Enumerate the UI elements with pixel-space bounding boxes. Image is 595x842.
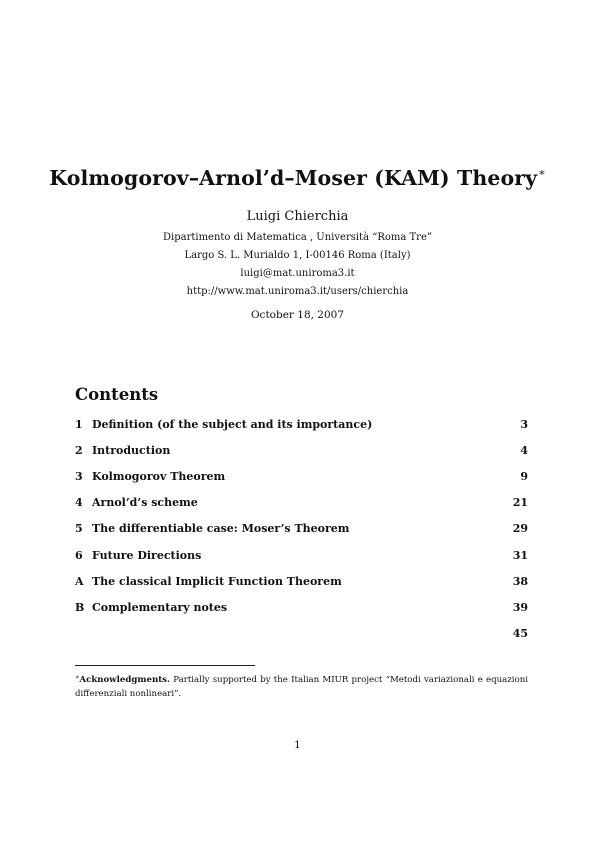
toc-entry-number: 5 — [75, 522, 83, 535]
toc-entry-title: Kolmogorov Theorem — [92, 470, 226, 483]
affiliation-department: Dipartimento di Matematica , Università “Roma Tre” — [163, 232, 432, 243]
toc-entry-number: 3 — [75, 470, 83, 483]
toc-entry-title: Introduction — [92, 444, 171, 457]
toc-entry-page: 38 — [512, 575, 528, 588]
author-homepage-link[interactable]: http://www.mat.uniroma3.it/users/chierchia — [186, 286, 409, 297]
toc-entry[interactable] — [75, 601, 528, 617]
toc-entry-title: The classical Implicit Function Theorem — [92, 575, 342, 588]
toc-entry-number: 1 — [75, 418, 83, 431]
author-email[interactable]: luigi@mat.uniroma3.it — [240, 268, 355, 279]
toc-entry-number: 4 — [75, 496, 83, 509]
paper-title-text: Kolmogorov–Arnol’d–Moser (KAM) Theory — [49, 166, 538, 190]
toc-entry-title: Future Directions — [92, 549, 202, 562]
toc-entry-page: 3 — [520, 418, 528, 431]
toc-entry-title: Definition (of the subject and its importance) — [92, 418, 373, 431]
footnote-text: Partially supported by the Italian MIUR project “Metodi variazionali e equazioni differenziali nonlineari”. — [75, 675, 528, 699]
toc-entry-page: 21 — [512, 496, 528, 509]
footnote-label: Acknowledgments. — [79, 675, 171, 685]
toc-entry-number: B — [75, 601, 85, 614]
toc-entry-page: 29 — [512, 522, 528, 535]
toc-entry[interactable] — [75, 575, 528, 591]
page-number: 1 — [294, 739, 301, 751]
toc-entry-number: A — [75, 575, 84, 588]
toc-entry-title: Complementary notes — [92, 601, 228, 614]
toc-entry-page: 4 — [520, 444, 528, 457]
toc-entry[interactable] — [75, 418, 528, 434]
toc-entry-page: 31 — [512, 549, 528, 562]
toc-entry[interactable] — [75, 627, 528, 643]
footnote-rule — [75, 665, 255, 666]
author-name: Luigi Chierchia — [246, 209, 349, 224]
toc-entry-page: 45 — [512, 627, 528, 640]
toc-entry[interactable] — [75, 549, 528, 565]
toc-entry-title: The differentiable case: Moser’s Theorem — [92, 522, 350, 535]
toc-entry-number: 6 — [75, 549, 83, 562]
footnote-mark: ∗ — [75, 673, 80, 681]
paper-title — [0, 166, 595, 190]
title-footnote-mark[interactable]: ∗ — [538, 166, 546, 179]
contents-heading: Contents — [75, 385, 159, 404]
paper-date: October 18, 2007 — [250, 309, 345, 321]
affiliation-address: Largo S. L. Murialdo 1, I-00146 Roma (Italy) — [184, 250, 411, 261]
toc-entry-page: 9 — [520, 470, 528, 483]
toc-entry[interactable] — [75, 444, 528, 460]
toc-entry-number: 2 — [75, 444, 83, 457]
toc-entry[interactable] — [75, 470, 528, 486]
toc-entry[interactable] — [75, 522, 528, 538]
toc-entry-title: Arnol’d’s scheme — [92, 496, 198, 509]
toc-entry[interactable] — [75, 496, 528, 512]
footnote — [75, 670, 528, 701]
toc-entry-page: 39 — [512, 601, 528, 614]
